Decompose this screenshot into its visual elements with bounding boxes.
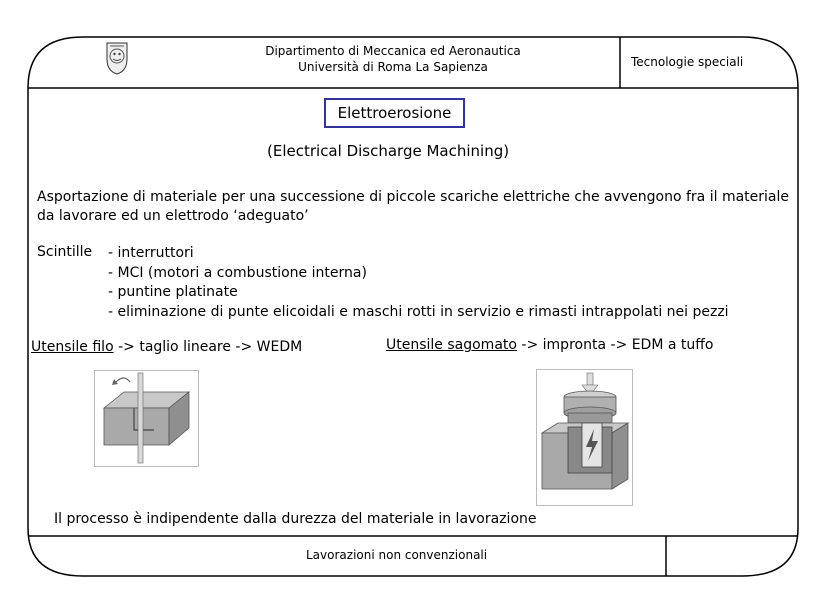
- header-department: [240, 43, 546, 75]
- conclusion-text: Il processo è indipendente dalla durezza del materiale in lavorazione: [54, 511, 537, 527]
- wire-edm-illustration: [94, 370, 199, 467]
- course-name: Tecnologie speciali: [631, 55, 744, 69]
- description-paragraph: Asportazione di materiale per una successione di piccole scariche elettriche che avvengono fra il materiale da lavorare ed un elettrodo ‘adeguato’: [37, 189, 789, 224]
- sparks-list: [108, 244, 729, 322]
- list-item: - eliminazione di punte elicoidali e maschi rotti in servizio e rimasti intrappolati nei pezzi: [108, 303, 729, 320]
- department-line2: Università di Roma La Sapienza: [298, 60, 488, 74]
- page-title: Elettroerosione: [324, 98, 465, 128]
- department-line1: Dipartimento di Meccanica ed Aeronautica: [265, 44, 521, 58]
- sparks-label: Scintille: [37, 244, 93, 260]
- list-item: - interruttori: [108, 245, 194, 261]
- wire-tool-label: Utensile filo: [31, 339, 114, 355]
- wire-tool-line: [31, 339, 302, 355]
- wire-tool-description: -> taglio lineare -> WEDM: [113, 339, 303, 355]
- list-item: - MCI (motori a combustione interna): [108, 264, 367, 281]
- list-item: - puntine platinate: [108, 284, 238, 300]
- shaped-tool-description: -> impronta -> EDM a tuffo: [516, 337, 714, 353]
- footer-text: Lavorazioni non convenzionali: [306, 548, 488, 562]
- university-seal-icon: [104, 41, 130, 75]
- sinker-edm-illustration: [536, 369, 633, 506]
- page-subtitle: (Electrical Discharge Machining): [267, 142, 510, 160]
- shaped-tool-line: [386, 337, 713, 353]
- shaped-tool-label: Utensile sagomato: [386, 337, 517, 353]
